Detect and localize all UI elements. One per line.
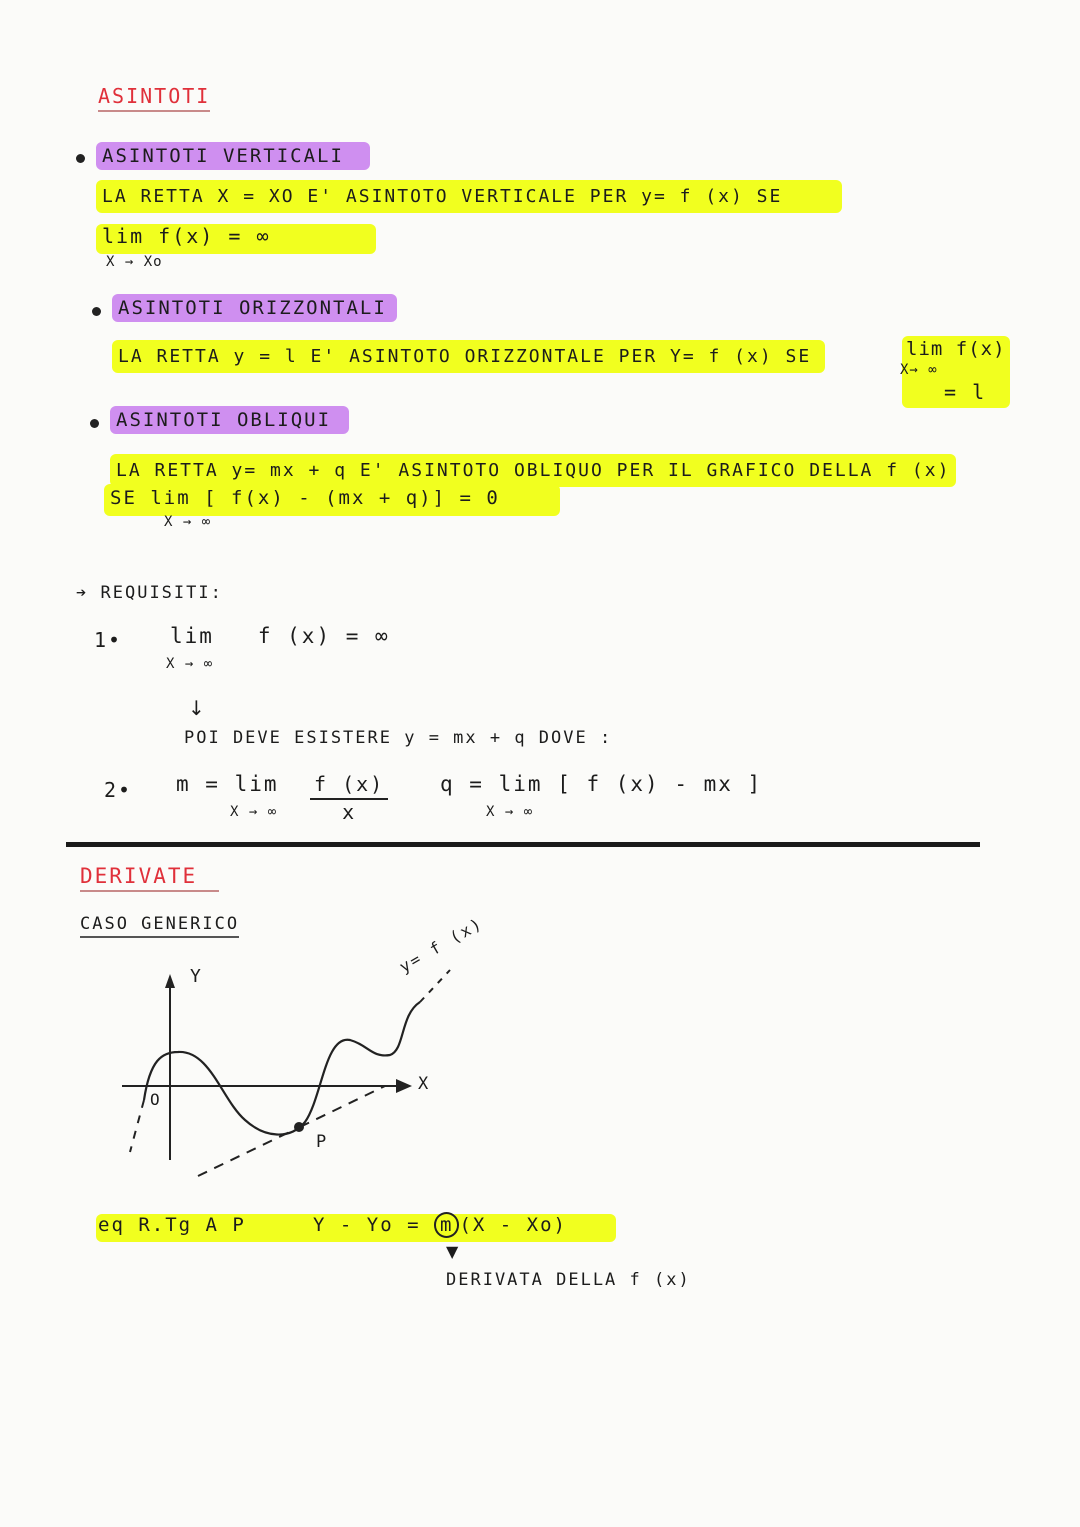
- section-divider: [66, 842, 980, 847]
- derivate-title: DERIVATE: [80, 864, 219, 892]
- se-label: SE: [110, 487, 137, 509]
- heading-asintoti-obliqui: ASINTOTI OBLIQUI: [110, 406, 349, 434]
- derivata-label: DERIVATA DELLA f (x): [446, 1270, 691, 1290]
- lim-sub: X → ∞: [164, 514, 212, 530]
- heading-asintoti-orizzontali: ASINTOTI ORIZZONTALI: [112, 294, 397, 322]
- arrow-right-icon: ➔: [76, 583, 89, 603]
- formula-m: m = lim: [176, 772, 279, 796]
- def-asintoto-orizzontale: LA RETTA y = l E' ASINTOTO ORIZZONTALE PER Y= f (x) SE: [112, 340, 825, 373]
- y-axis-arrow-icon: [165, 974, 175, 988]
- derivative-graph: [100, 940, 520, 1200]
- def-asintoto-verticale: LA RETTA X = XO E' ASINTOTO VERTICALE PER y= f (x) SE: [96, 180, 842, 213]
- lim-sub: X → ∞: [230, 804, 278, 820]
- x-axis-label: X: [418, 1074, 431, 1094]
- bullet: [90, 419, 99, 428]
- tangent-line: [198, 1127, 300, 1176]
- requisito-1-lim: lim f (x) = ∞: [170, 624, 390, 648]
- curve-dashed-start: [130, 1100, 144, 1152]
- lim-expr: [ f(x) - (mx + q)] = 0: [204, 487, 500, 509]
- eq-label: eq R.Tg A P: [98, 1214, 246, 1236]
- lim-sub: X → Xo: [106, 254, 163, 270]
- eq-m-circled: m: [434, 1212, 459, 1238]
- eq-retta-tangente: [98, 1214, 567, 1236]
- eq-right: (X - Xo): [459, 1214, 567, 1236]
- lim-obliquo-text: [110, 487, 500, 509]
- requisito-poi: POI DEVE ESISTERE y = mx + q DOVE :: [184, 728, 613, 748]
- requisito-2-num: 2•: [104, 778, 133, 802]
- def-asintoto-obliquo: LA RETTA y= mx + q E' ASINTOTO OBLIQUO PER IL GRAFICO DELLA f (x): [110, 454, 956, 487]
- fraction-m: [310, 772, 388, 824]
- bullet: [76, 154, 85, 163]
- curve-dashed-end: [420, 970, 450, 1002]
- lim-label: lim: [150, 487, 191, 509]
- heading-asintoti-verticali: ASINTOTI VERTICALI: [96, 142, 370, 170]
- lim-sub: X → ∞: [486, 804, 534, 820]
- requisiti-label: ➔ REQUISITI:: [76, 583, 223, 603]
- arrow-down-icon: ↓: [188, 696, 205, 720]
- eq-left: Y - Yo =: [313, 1214, 421, 1236]
- lim-sub: X→ ∞: [900, 362, 938, 378]
- x-axis-arrow-icon: [396, 1079, 412, 1093]
- lim-verticale-text: [102, 224, 271, 248]
- lim-label: lim: [102, 224, 145, 248]
- origin-label: O: [150, 1090, 162, 1109]
- lim-sub: X → ∞: [166, 656, 214, 672]
- point-p: [294, 1122, 304, 1132]
- requisito-1-num: 1•: [94, 628, 123, 652]
- lim-orizzontale-result: = l: [944, 380, 987, 404]
- point-p-label: P: [316, 1132, 329, 1152]
- y-axis-label: Y: [190, 966, 203, 987]
- caso-generico-subtitle: CASO GENERICO: [80, 914, 239, 938]
- bullet: [92, 307, 101, 316]
- lim-orizzontale-label: lim f(x): [906, 338, 1006, 360]
- arrow-down-icon: ▼: [446, 1242, 459, 1261]
- formula-q: q = lim [ f (x) - mx ]: [440, 772, 763, 796]
- lim-expr: f(x) = ∞: [158, 224, 271, 248]
- function-curve: [144, 1002, 420, 1135]
- fraction-denominator: x: [342, 800, 357, 824]
- curve-label: y= f (x): [396, 913, 487, 977]
- asintoti-title: ASINTOTI: [98, 84, 210, 112]
- fraction-numerator: f (x): [310, 772, 388, 800]
